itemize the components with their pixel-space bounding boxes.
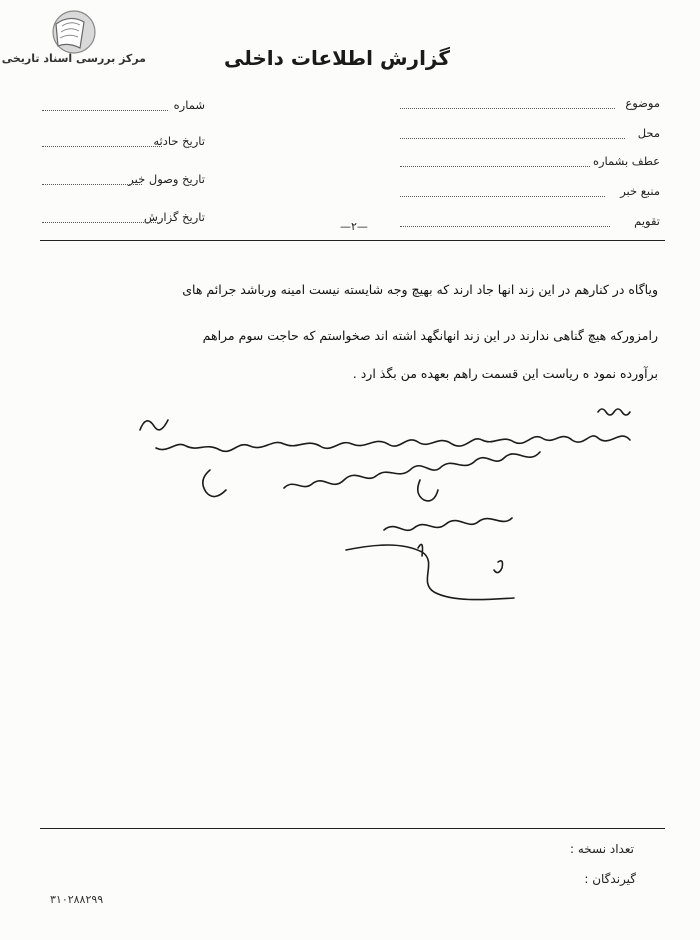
field-source-label: منبع خبر <box>620 184 660 198</box>
field-subject-label: موضوع <box>625 96 660 110</box>
field-received-date-label: تاریخ وصول خبر <box>128 172 205 186</box>
footer-divider <box>40 828 665 829</box>
archive-logo-caption: مرکز بررسی اسناد تاریخی <box>1 52 146 65</box>
report-line: ویاگاه در کنارهم در این زند انها جاد ارند که بهیچ وجه شایسته نیست امینه ورباشد جرائم های <box>182 282 658 297</box>
form-title: گزارش اطلاعات داخلی <box>223 46 450 70</box>
report-line: رامزورکه هیچ گناهی ندارند در این زند انهانگهد اشته اند صخواستم که حاجت سوم مراهم <box>202 328 658 343</box>
field-report-date-label: تاریخ گزارش <box>143 210 205 224</box>
field-location-label: محل <box>637 126 660 140</box>
document-number: ۳۱۰۲۸۸۲۹۹ <box>50 893 104 906</box>
recipients-label: گیرندگان : <box>584 872 636 886</box>
copies-count-label: تعداد نسخه : <box>569 842 634 856</box>
evaluation-mark: —۲— <box>340 220 368 233</box>
field-number-label: شماره <box>173 98 205 112</box>
field-incident-date-label: تاریخ حادثه <box>153 134 205 148</box>
field-reference-label: عطف بشماره <box>592 154 660 168</box>
field-evaluation-label: تقویم <box>634 214 660 228</box>
report-line: برآورده نمود ه ریاست این قسمت راهم بعهده من بگذ ارد . <box>352 366 658 381</box>
